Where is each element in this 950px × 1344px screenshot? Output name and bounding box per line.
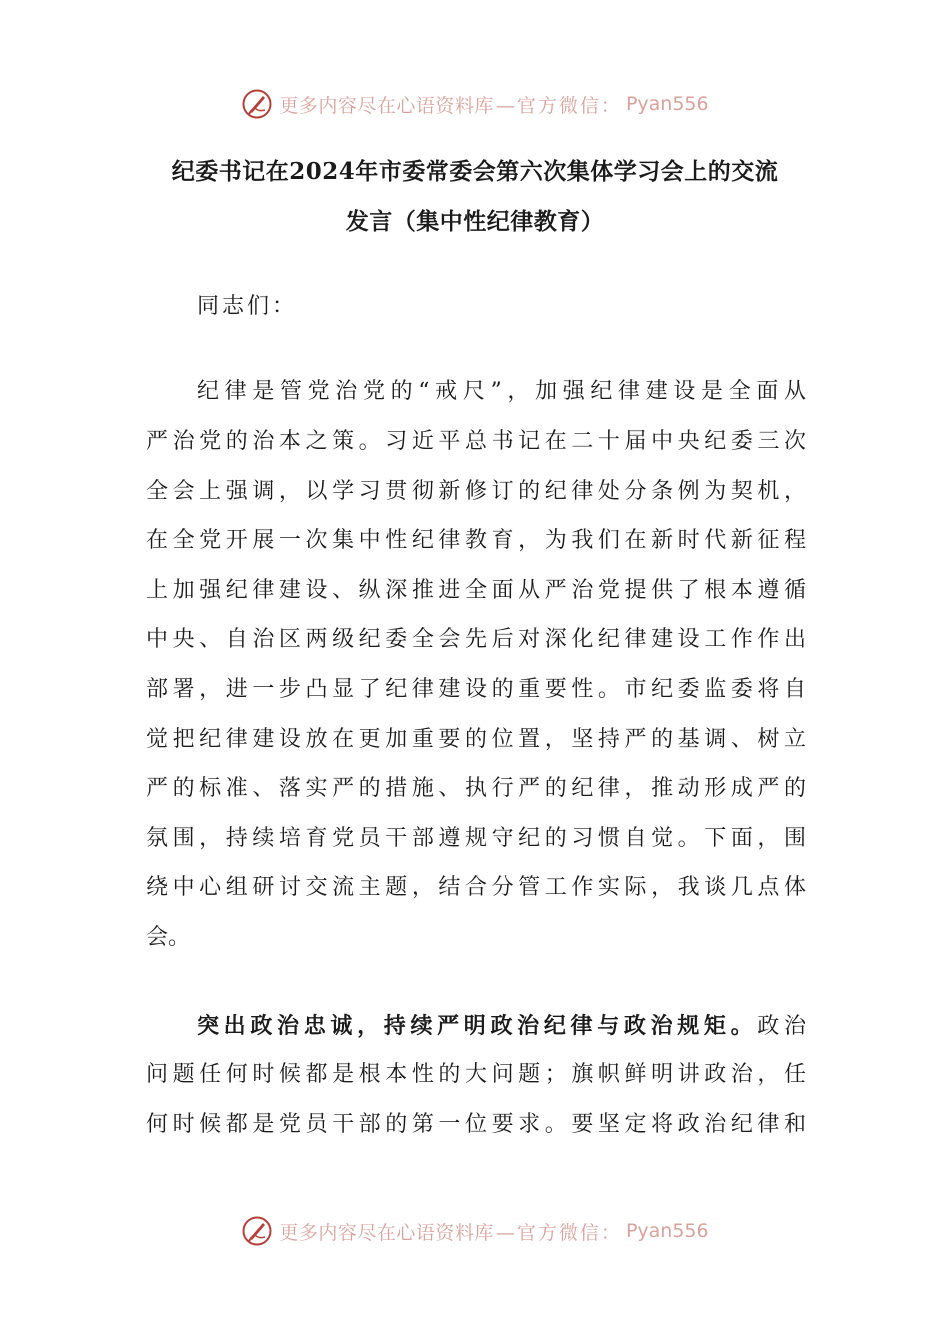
paragraph-1-line: 上加强纪律建设、纵深推进全面从严治党提供了根本遵循 — [146, 578, 806, 603]
paragraph-1-line: 觉把纪律建设放在更加重要的位置，坚持严的基调、树立 — [146, 727, 806, 752]
banner-wechat-id: Pyan556 — [625, 93, 709, 115]
paragraph-1-line: 会。 — [146, 925, 191, 950]
banner-wechat-id: Pyan556 — [625, 1220, 709, 1242]
paragraph-2-line: 问题任何时候都是根本性的大问题；旗帜鲜明讲政治，任 — [146, 1062, 806, 1087]
document-title-line-2: 发言（集中性纪律教育） — [345, 208, 605, 235]
paragraph-1-line: 纪律是管党治党的“戒尺”，加强纪律建设是全面从 — [197, 379, 806, 404]
paragraph-1-line: 绕中心组研讨交流主题，结合分管工作实际，我谈几点体 — [146, 875, 806, 900]
section-heading: 突出政治忠诚，持续严明政治纪律与政治规矩。 — [197, 1013, 758, 1039]
paragraph-2-line: 何时候都是党员干部的第一位要求。要坚定将政治纪律和 — [146, 1112, 806, 1137]
paragraph-1-line: 中央、自治区两级纪委全会先后对深化纪律建设工作作出 — [146, 627, 806, 652]
document-title-line-1: 纪委书记在2024年市委常委会第六次集体学习会上的交流 — [171, 158, 779, 185]
quill-logo-icon — [241, 88, 273, 120]
paragraph-1-line: 氛围，持续培育党员干部遵规守纪的习惯自觉。下面，围 — [146, 826, 806, 851]
paragraph-2-first-tail: 政治 — [757, 1014, 806, 1039]
footer-banner — [0, 1211, 950, 1251]
greeting: 同志们： — [197, 294, 298, 319]
header-banner — [0, 84, 950, 124]
banner-text: 更多内容尽在心语资料库 — [279, 1221, 494, 1244]
paragraph-1-line: 全会上强调，以学习贯彻新修订的纪律处分条例为契机， — [146, 479, 806, 504]
banner-wechat-label: —官方微信： — [495, 1221, 622, 1244]
paragraph-2-first-line — [197, 1001, 806, 1052]
banner-wechat-label: —官方微信： — [495, 94, 622, 117]
paragraph-1-line: 严的标准、落实严的措施、执行严的纪律，推动形成严的 — [146, 776, 806, 801]
quill-logo-icon — [241, 1215, 273, 1247]
paragraph-1-line: 在全党开展一次集中性纪律教育，为我们在新时代新征程 — [146, 528, 806, 553]
banner-text: 更多内容尽在心语资料库 — [279, 94, 494, 117]
paragraph-1-line: 严治党的治本之策。习近平总书记在二十届中央纪委三次 — [146, 429, 806, 454]
paragraph-1-line: 部署，进一步凸显了纪律建设的重要性。市纪委监委将自 — [146, 677, 806, 702]
